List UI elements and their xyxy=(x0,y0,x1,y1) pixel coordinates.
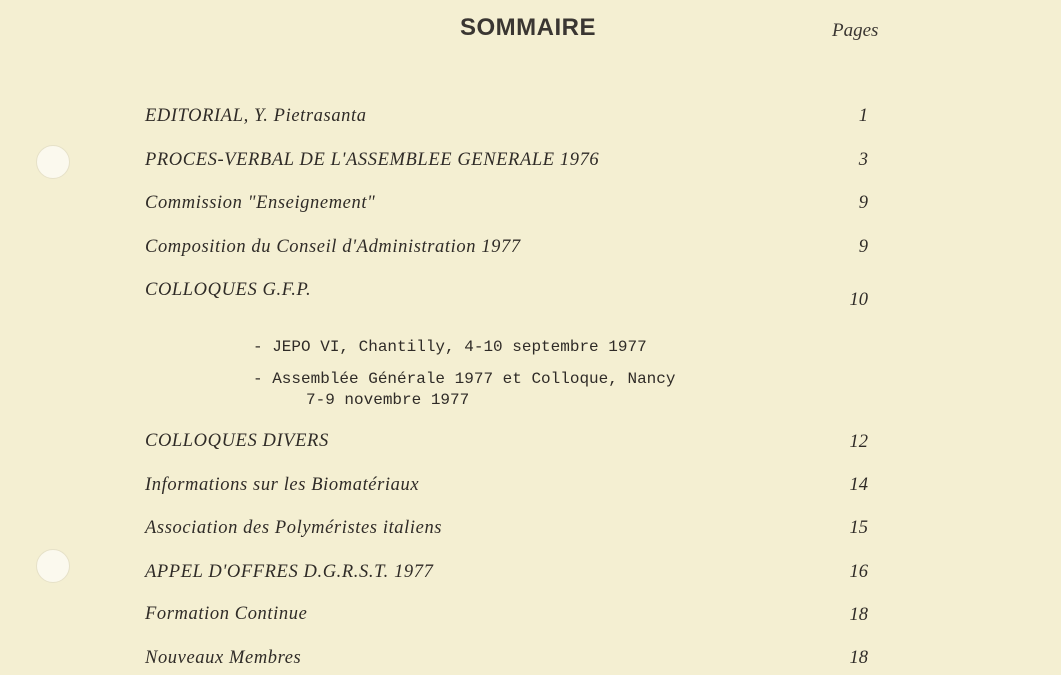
toc-page-number: 10 xyxy=(849,290,868,310)
toc-entry-nouveaux-membres: Nouveaux Membres xyxy=(145,648,302,668)
toc-entry-formation-continue: Formation Continue xyxy=(145,604,308,624)
toc-page-number: 15 xyxy=(849,518,868,538)
toc-page-number: 16 xyxy=(849,562,868,582)
toc-subentry-continuation: 7-9 novembre 1977 xyxy=(306,391,470,409)
toc-subentry-assemblee-nancy: - Assemblée Générale 1977 et Colloque, Nancy xyxy=(253,370,676,388)
toc-page-number: 12 xyxy=(849,432,868,452)
pages-column-header: Pages xyxy=(832,20,879,41)
toc-page-number: 14 xyxy=(849,475,868,495)
toc-page-number: 18 xyxy=(849,605,868,625)
toc-page-number: 9 xyxy=(858,237,868,257)
toc-page-number: 1 xyxy=(858,106,868,126)
toc-entry-proces-verbal: PROCES-VERBAL DE L'ASSEMBLEE GENERALE 1976 xyxy=(145,150,600,170)
toc-entry-polymeristes-italiens: Association des Polyméristes italiens xyxy=(145,518,443,538)
toc-entry-composition-conseil: Composition du Conseil d'Administration 1977 xyxy=(145,237,521,257)
page-title: SOMMAIRE xyxy=(460,14,596,41)
toc-entry-biomateriaux: Informations sur les Biomatériaux xyxy=(145,475,420,495)
toc-subentry-jepo: - JEPO VI, Chantilly, 4-10 septembre 1977 xyxy=(253,338,647,356)
binder-hole xyxy=(36,549,70,583)
toc-entry-colloques-gfp: COLLOQUES G.F.P. xyxy=(145,280,312,300)
toc-entry-appel-offres: APPEL D'OFFRES D.G.R.S.T. 1977 xyxy=(145,562,434,582)
toc-entry-colloques-divers: COLLOQUES DIVERS xyxy=(145,431,329,451)
toc-entry-commission-enseignement: Commission "Enseignement" xyxy=(145,193,376,213)
toc-page-number: 9 xyxy=(858,193,868,213)
binder-hole xyxy=(36,145,70,179)
toc-page-number: 18 xyxy=(849,648,868,668)
toc-entry-editorial: EDITORIAL, Y. Pietrasanta xyxy=(145,106,367,126)
toc-page-number: 3 xyxy=(858,150,868,170)
